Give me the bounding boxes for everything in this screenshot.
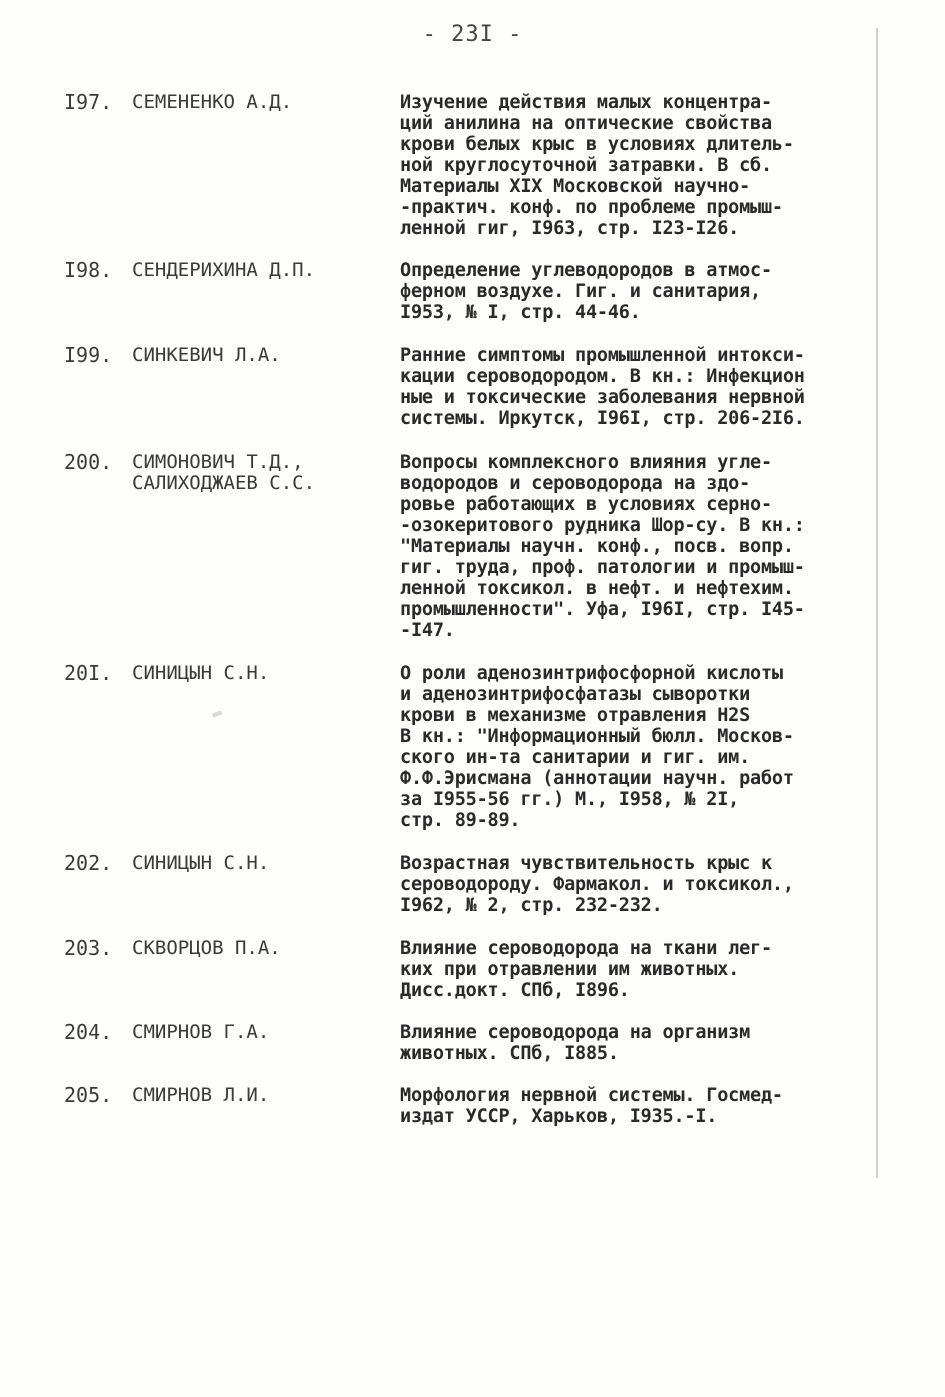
page-edge-line xyxy=(876,28,878,1178)
entry-citation: Возрастная чувствительность крыс к сероводороду. Фармакол. и токсикол., I962, № 2, стр. 232-232. xyxy=(400,853,794,916)
entry-number: 20I. xyxy=(64,661,113,685)
entry-number: I99. xyxy=(64,343,113,367)
entry-number: 200. xyxy=(64,450,113,474)
entry-number: 203. xyxy=(64,936,113,960)
entry-number: 205. xyxy=(64,1083,113,1107)
paper-speck xyxy=(212,710,223,717)
entry-citation: Изучение действия малых концентра- ций анилина на оптические свойства крови белых крыс в условиях длитель- ной круглосуточной затравки. В сб. Материалы XIX Московской научно- -практич. конф. по проблеме промыш- ленной гиг, I963, стр. I23-I26. xyxy=(400,92,794,239)
entry-citation: Морфология нервной системы. Госмед- издат УССР, Харьков, I935.-I. xyxy=(400,1085,783,1127)
entry-citation: Влияние сероводорода на ткани лег- ких при отравлении им животных. Дисс.докт. СПб, I896. xyxy=(400,938,772,1001)
entry-citation: Определение углеводородов в атмос- ферном воздухе. Гиг. и санитария, I953, № I, стр. 44-46. xyxy=(400,260,772,323)
entry-author: СИНИЦЫН С.Н. xyxy=(132,852,270,874)
entry-author: СИНКЕВИЧ Л.А. xyxy=(132,344,281,366)
entry-number: 204. xyxy=(64,1020,113,1044)
entry-author: СИМОНОВИЧ Т.Д., САЛИХОДЖАЕВ С.С. xyxy=(132,451,316,494)
entry-number: I97. xyxy=(64,90,113,114)
page-number: - 23I - xyxy=(422,22,523,47)
entry-author: СМИРНОВ Г.А. xyxy=(132,1021,270,1043)
entry-number: 202. xyxy=(64,851,113,875)
entry-citation: О роли аденозинтрифосфорной кислоты и аденозинтрифосфатазы сыворотки крови в механизме отравления H2S В кн.: "Информационный бюлл. Москов- ского ин-та санитарии и гиг. им. Ф.Ф.Эрисмана (аннотации научн. работ за I955-56 гг.) М., I958, № 2I, стр. 89-89. xyxy=(400,663,794,831)
entry-author: СЕНДЕРИХИНА Д.П. xyxy=(132,259,316,281)
entry-citation: Ранние симптомы промышленной интокси- кации сероводородом. В кн.: Инфекцион ные и токсические заболевания нервной системы. Иркутск, I96I, стр. 206-2I6. xyxy=(400,345,805,429)
entry-number: I98. xyxy=(64,258,113,282)
entry-author: СКВОРЦОВ П.А. xyxy=(132,937,281,959)
entry-citation: Вопросы комплексного влияния угле- водородов и сероводорода на здо- ровье работающих в условиях серно- -озокеритового рудника Шор-су. В кн.: "Материалы научн. конф., посв. вопр. гиг. труда, проф. патологии и промыш- ленной токсикол. в нефт. и нефтехим. промышленности". Уфа, I96I, стр. I45- -I47. xyxy=(400,452,805,641)
entry-author: СЕМЕНЕНКО А.Д. xyxy=(132,91,293,113)
entry-author: СМИРНОВ Л.И. xyxy=(132,1084,270,1106)
entry-citation: Влияние сероводорода на организм животных. СПб, I885. xyxy=(400,1022,751,1064)
entry-author: СИНИЦЫН С.Н. xyxy=(132,662,270,684)
